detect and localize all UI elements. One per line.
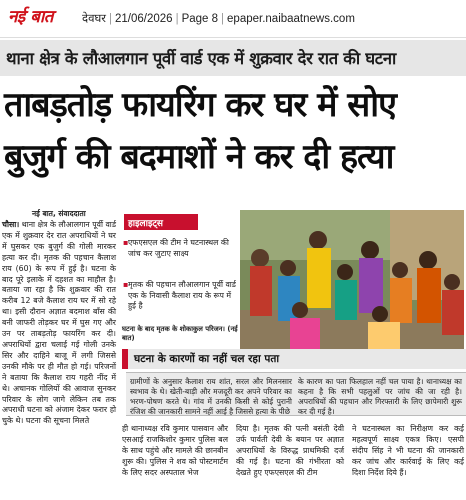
highlights-box	[122, 212, 238, 340]
mourning-family-photo	[240, 210, 464, 350]
inset-column-1: ग्रामीणों के अनुसार कैलाश राय शांत, सरल और मिलनसार स्वभाव के थे। खेती-बाड़ी और मजदूरी कर अपने परिवार का भरण-पोषण करते थे। गांव में उनकी किसी से कोई पुरानी रंजिश की जानकारी सामने नहीं आई है जिससे हत्या के पीछे	[130, 377, 292, 416]
inset-column-2: के कारण का पता फिलहाल नहीं चल पाया है। थानाध्यक्ष का कहना है कि सभी पहलुओं पर जांच की जा रही है। अपराधियों की पहचान और गिरफ्तारी के लिए छापेमारी शुरू कर दी गई है।	[298, 377, 462, 416]
headline-line-2: बुजुर्ग की बदमाशों ने कर दी हत्या	[4, 137, 394, 177]
article-body-column-4: ने घटनास्थल का निरीक्षण कर कई महत्वपूर्ण साक्ष्य एकत्र किए। एसपी संदीप सिंह ने भी घटना की जानकारी कर जांच और कार्रवाई के लिए कई दिशा निर्देश दिये हैं।	[352, 424, 464, 477]
highlight-item: ▪ मृतक की पहचान लौआलगान पूर्वी वार्ड एक के निवासी कैलाश राय के रूप में हुई है	[123, 280, 236, 310]
edition-date: 21/06/2026	[115, 13, 173, 25]
headline-line-1: ताबड़तोड़ फायरिंग कर घर में सोए	[4, 85, 396, 125]
article-kicker	[0, 40, 466, 76]
inset-box	[126, 372, 466, 416]
bullet-icon: ▪	[123, 238, 129, 247]
newspaper-logo[interactable]	[8, 4, 72, 32]
highlights-title: हाइलाइट्स	[124, 214, 198, 230]
masthead-bar	[0, 0, 466, 38]
body-text: थाना क्षेत्र के लौआलगान पूर्वी वार्ड एक में शुक्रवार देर रात अपराधियों ने घर में घुसकर एक बुजुर्ग की गोली मारकर हत्या कर दी। मृतक की पहचान कैलाश राय (60) के रूप में हुई है। घटना के बाद पूरे इलाके में दहशत का माहौल है। बताया जा रहा है कि शुक्रवार की रात करीब 12 बजे कैलाश राय घर में सो रहे था। इसी दौरान अज्ञात बदमाश बाँस की बनी जाफरी तोड़कर घर में घुस गए और उन पर ताबड़तोड़ फायरिंग कर दी। अपराधियों द्वारा चलाई गई गोली उनके सिर और दाहिने बाजू में लगी जिससे उनकी मौके पर ही मौत हो गई। परिजनों ने बताया कि कैलाश राय गहरी नींद में थे। अचानक गोलियों की आवाज सुनकर परिवार के लोग जागे लेकिन तब तक अपराधी घटना को अंजाम देकर फरार हो चुके थे। घटना की सूचना मिलते	[2, 220, 116, 426]
subsection-header	[122, 349, 466, 369]
kicker-text: थाना क्षेत्र के लौआलगान पूर्वी वार्ड एक में शुक्रवार देर रात की घटना	[6, 49, 396, 68]
bullet-icon: ▪	[123, 280, 129, 289]
article-body-column-3: दिया है। मृतक की पत्नी बसंती देवी उर्फ पार्वती देवी के बयान पर अज्ञात अपराधियों के विरुद्ध प्राथमिकी दर्ज की गई है। घटना की गंभीरता को देखते हुए एफएसएल की टीम	[236, 424, 344, 477]
byline: नई बात, संवाददाता	[32, 209, 86, 218]
highlight-item: ▪ एफएसएल की टीम ने घटनास्थल की जांच कर जुटाए साक्ष्य	[123, 238, 229, 258]
accent-bar	[122, 349, 128, 369]
news-photo[interactable]	[240, 210, 464, 350]
edition-url[interactable]: epaper.naibaatnews.com	[227, 13, 355, 25]
edition-city: देवघर	[82, 13, 107, 25]
article-body-column-1	[2, 220, 116, 427]
dateline: चौसा।	[2, 220, 20, 229]
subsection-title: घटना के कारणों का नहीं चल रहा पता	[134, 353, 280, 365]
photo-caption: घटना के बाद मृतक के शोकाकुल परिजन। (नई बात)	[122, 325, 238, 342]
article-body-column-2: ही थानाध्यक्ष रवि कुमार पासवान और एसआई राजकिशोर कुमार पुलिस बल के साथ पहुंचे और मामले की छानबीन शुरू की। पुलिस ने शव को पोस्टमार्टम के लिए सदर अस्पताल भेज	[122, 424, 228, 477]
edition-page: Page 8	[181, 13, 219, 25]
logo-text: नई बात	[8, 7, 54, 27]
edition-info: देवघर | 21/06/2026 | Page 8 | epaper.naibaatnews.com	[82, 13, 355, 25]
